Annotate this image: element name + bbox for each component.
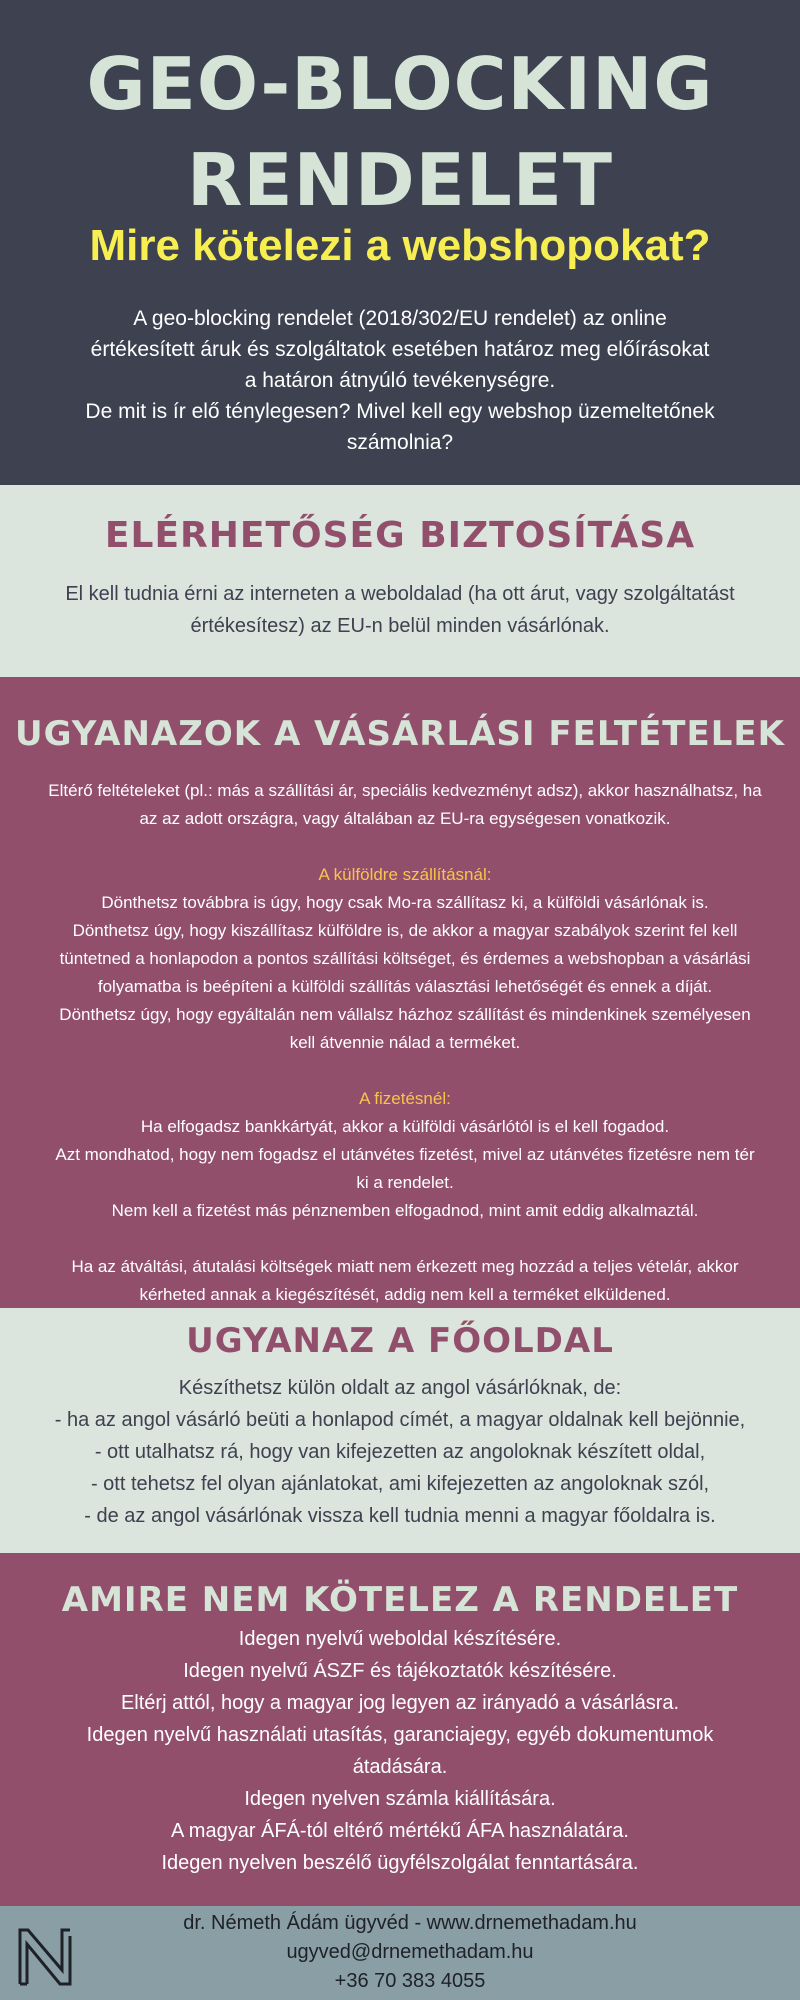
phone-number[interactable]: +36 70 383 4055: [334, 1970, 486, 1992]
list-item: Idegen nyelvű ÁSZF és tájékoztatók készítésére.: [183, 1660, 617, 1682]
list-item: - ott utalhatsz rá, hogy van kifejezetten az angoloknak készített oldal,: [94, 1441, 706, 1463]
text-line: folyamatba is beépíteni a külföldi szállítás választási lehetőségét és ennek a díját.: [97, 977, 713, 996]
list-item: Idegen nyelvű weboldal készítésére.: [238, 1628, 562, 1650]
n-logo-icon: [16, 1926, 74, 1988]
page-subtitle: Mire kötelezi a webshopokat?: [89, 221, 711, 270]
intro-line: értékesített áruk és szolgáltatok esetében határoz meg előírásokat: [90, 338, 710, 361]
text-line: Nem kell a fizetést más pénznemben elfogadnod, mint amit eddig alkalmaztál.: [111, 1201, 699, 1220]
list-item: Idegen nyelven számla kiállítására.: [244, 1788, 556, 1810]
text-line: kérheted annak a kiegészítését, addig nem kell a terméket elküldened.: [139, 1285, 671, 1304]
email-link[interactable]: ugyved@drnemethadam.hu: [286, 1941, 534, 1963]
list-item: Eltérj attól, hogy a magyar jog legyen az irányadó a vásárlásra.: [120, 1692, 680, 1714]
list-item: - ha az angol vásárló beüti a honlapod címét, a magyar oldalnak kell bejönnie,: [54, 1409, 746, 1431]
title-line-2: RENDELET: [186, 138, 613, 222]
homepage-section: [0, 1308, 800, 1553]
text-line: az az adott országra, vagy általában az EU-ra egységesen vonatkozik.: [139, 809, 671, 828]
text-line: Eltérő feltételeket (pl.: más a szállítási ár, speciális kedvezményt adsz), akkor használhatsz, ha: [48, 781, 762, 800]
homepage-body: [20, 1372, 780, 1532]
conditions-body: [20, 777, 790, 1309]
text-line: Ha elfogadsz bankkártyát, akkor a külföldi vásárlótól is el kell fogadod.: [140, 1117, 670, 1136]
text-line: El kell tudnia érni az interneten a weboldalad (ha ott árut, vagy szolgáltatást: [65, 583, 735, 605]
list-item: átadására.: [352, 1756, 448, 1778]
text-line: Dönthetsz továbbra is úgy, hogy csak Mo-ra szállítasz ki, a külföldi vásárlónak is.: [101, 893, 709, 912]
text-line: értékesítesz) az EU-n belül minden vásárlónak.: [190, 615, 610, 637]
text-line: Dönthetsz úgy, hogy egyáltalán nem vállalsz házhoz szállítást és mindenkinek személyesen: [59, 1005, 751, 1024]
text-line: Azt mondhatod, hogy nem fogadsz el utánvétes fizetést, mivel az utánvétes fizetésre nem tér: [55, 1145, 755, 1164]
intro-line: a határon átnyúló tevékenységre.: [244, 369, 556, 392]
intro-line: De mit is ír elő ténylegesen? Mivel kell egy webshop üzemeltetőnek: [85, 400, 715, 423]
conditions-section: [0, 677, 800, 1308]
text-line: Készíthetsz külön oldalt az angol vásárlóknak, de:: [178, 1377, 622, 1399]
hero-section: [0, 0, 800, 485]
intro-line: A geo-blocking rendelet (2018/302/EU rendelet) az online: [133, 307, 667, 330]
payment-heading: A fizetésnél:: [359, 1089, 451, 1108]
shipping-heading: A külföldre szállításnál:: [318, 865, 492, 884]
intro-text: [60, 303, 740, 458]
conditions-title: UGYANAZOK A VÁSÁRLÁSI FELTÉTELEK: [15, 714, 785, 754]
intro-line: számolnia?: [346, 431, 454, 454]
list-item: - ott tehetsz fel olyan ajánlatokat, ami kifejezetten az angoloknak szól,: [90, 1473, 710, 1495]
list-item: Idegen nyelvű használati utasítás, garanciajegy, egyéb dokumentumok: [86, 1724, 714, 1746]
footer: [0, 1906, 800, 2000]
page-title: [0, 36, 800, 228]
website-line[interactable]: dr. Németh Ádám ügyvéd - www.drnemethadam.hu: [183, 1912, 637, 1934]
not-required-body: [40, 1623, 760, 1879]
not-required-title: AMIRE NEM KÖTELEZ A RENDELET: [61, 1580, 739, 1620]
title-line-1: GEO-BLOCKING: [86, 42, 714, 126]
homepage-title: UGYANAZ A FŐOLDAL: [186, 1321, 614, 1361]
text-line: kell átvennie nálad a terméket.: [289, 1033, 521, 1052]
text-line: ki a rendelet.: [356, 1173, 454, 1192]
access-section: [0, 485, 800, 677]
access-text: [40, 578, 760, 642]
list-item: A magyar ÁFÁ-tól eltérő mértékű ÁFA használatára.: [171, 1820, 629, 1842]
contact-info: [100, 1909, 720, 1996]
list-item: Idegen nyelven beszélő ügyfélszolgálat fenntartására.: [161, 1852, 639, 1874]
not-required-section: [0, 1553, 800, 1906]
access-title: ELÉRHETŐSÉG BIZTOSÍTÁSA: [104, 515, 696, 556]
text-line: Ha az átváltási, átutalási költségek miatt nem érkezett meg hozzád a teljes vételár, akkor: [71, 1257, 739, 1276]
text-line: Dönthetsz úgy, hogy kiszállítasz külföldre is, de akkor a magyar szabályok szerint fel kell: [72, 921, 738, 940]
list-item: - de az angol vásárlónak vissza kell tudnia menni a magyar főoldalra is.: [84, 1505, 716, 1527]
text-line: tüntetned a honlapodon a pontos szállítási költséget, és érdemes a webshopban a vásárlási: [59, 949, 751, 968]
